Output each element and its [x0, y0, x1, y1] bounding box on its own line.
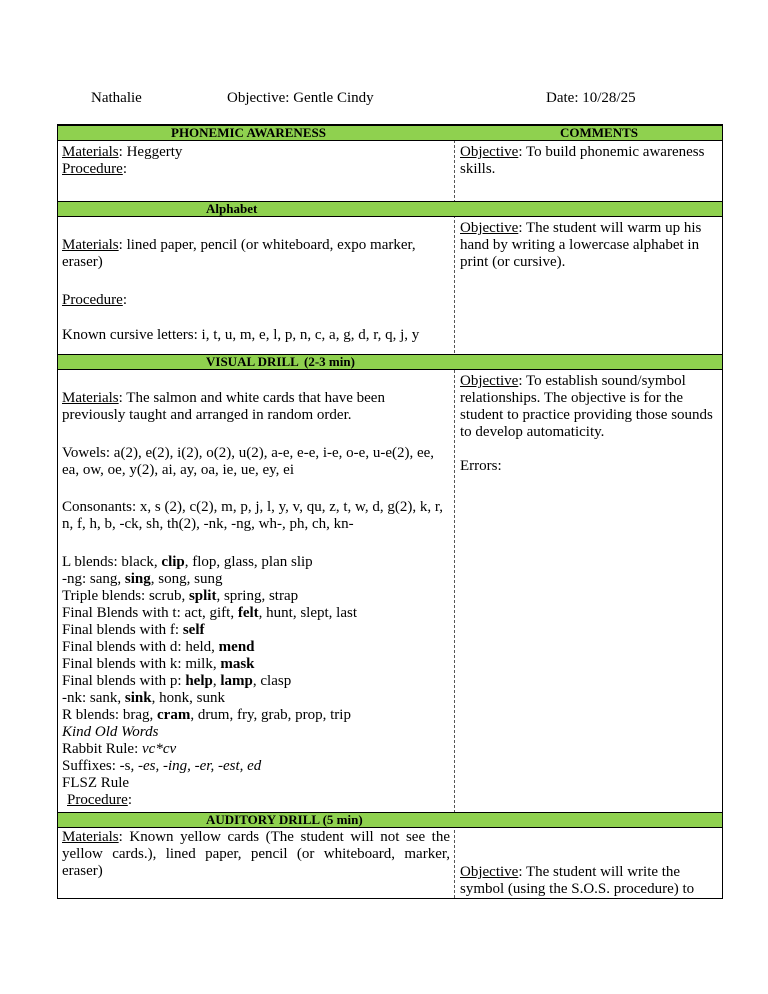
materials-label: Materials: [62, 237, 119, 253]
materials-label: Materials: [62, 829, 119, 845]
lesson-table: [57, 124, 723, 899]
objective-label: Objective: [460, 220, 519, 236]
visual-drill-title: VISUAL DRILL: [206, 354, 299, 369]
student-name: Nathalie: [91, 90, 142, 106]
phonemic-materials: : Heggerty: [118, 144, 183, 160]
blends-list: [62, 554, 450, 809]
alphabet-row: [58, 217, 722, 354]
ng-words: -ng: sang, sing, song, sung: [62, 571, 223, 587]
suffixes: Suffixes: -s, -es, -ing, -er, -est, ed: [62, 758, 262, 774]
consonants-list: Consonants: x, s (2), c(2), m, p, j, l, y, v, qu, z, t, w, d, g(2), k, r, n, f, h, b, -ck, sh, th(2), -nk, -ng, wh-, ph, ch, kn-: [62, 499, 444, 532]
materials-label: Materials: [62, 390, 119, 406]
phonemic-title: PHONEMIC AWARENESS: [171, 125, 326, 140]
visual-drill-header: [58, 354, 722, 370]
triple-blends: Triple blends: scrub, split, spring, strap: [62, 588, 299, 604]
procedure-colon: :: [122, 161, 127, 177]
phonemic-row: [58, 141, 722, 201]
errors-label: Errors:: [460, 458, 502, 474]
alphabet-objective: : The student will warm up his hand by writing a lowercase alphabet in print (or cursive).: [460, 220, 702, 270]
kind-old-words: Kind Old Words: [62, 724, 159, 740]
final-blends-k: Final blends with k: milk, mask: [62, 656, 255, 672]
auditory-drill-row: [58, 828, 722, 898]
visual-drill-time: (2-3 min): [304, 354, 355, 369]
nk-words: -nk: sank, sink, honk, sunk: [62, 690, 225, 706]
auditory-drill-title: AUDITORY DRILL (5 min): [206, 812, 363, 827]
lesson-date: Date: 10/28/25: [546, 90, 636, 106]
objective-label: Objective: [460, 373, 519, 389]
visual-materials: : The salmon and white cards that have been previously taught and arranged in random order.: [62, 390, 385, 423]
materials-label: Materials: [62, 144, 119, 160]
alphabet-materials: : lined paper, pencil (or whiteboard, expo marker, eraser): [62, 237, 416, 270]
objective-label: Objective: [460, 144, 519, 160]
visual-drill-row: [58, 370, 722, 812]
rabbit-rule: Rabbit Rule: vc*cv: [62, 741, 177, 757]
phonemic-header: [58, 125, 722, 141]
comments-title: COMMENTS: [560, 125, 638, 140]
final-blends-t: Final Blends with t: act, gift, felt, hunt, slept, last: [62, 605, 357, 621]
procedure-colon: :: [122, 292, 127, 308]
r-blends: R blends: brag, cram, drum, fry, grab, prop, trip: [62, 707, 351, 723]
l-blends: L blends: black, clip, flop, glass, plan slip: [62, 554, 313, 570]
known-cursive-letters: Known cursive letters: i, t, u, m, e, l, p, n, c, a, g, d, r, q, j, y: [62, 327, 420, 343]
alphabet-header: [58, 201, 722, 217]
visual-objective: : To establish sound/symbol relationships. The objective is for the student to practice providing those sounds to develop automaticity.: [460, 373, 713, 440]
phonemic-objective: : To build phonemic awareness skills.: [460, 144, 705, 177]
auditory-materials: : Known yellow cards (The student will not see the yellow cards.), lined paper, pencil (or whiteboard, marker, eraser): [62, 829, 450, 879]
final-blends-f: Final blends with f: self: [62, 622, 205, 638]
procedure-label: Procedure: [62, 292, 123, 308]
auditory-drill-header: [58, 812, 722, 828]
alphabet-title: Alphabet: [206, 201, 258, 216]
vowels-list: Vowels: a(2), e(2), i(2), o(2), u(2), a-e, e-e, i-e, o-e, u-e(2), ee, ea, ow, oe, y(2), ai, ay, oa, ie, ue, ey, ei: [62, 445, 435, 478]
flsz-rule: FLSZ Rule: [62, 775, 130, 791]
visual-procedure: Procedure:: [67, 792, 132, 808]
auditory-objective: : The student will write the symbol (using the S.O.S. procedure) to: [460, 864, 695, 897]
objective-label: Objective: [460, 864, 519, 880]
final-blends-d: Final blends with d: held, mend: [62, 639, 255, 655]
final-blends-p: Final blends with p: help, lamp, clasp: [62, 673, 292, 689]
lesson-objective: Objective: Gentle Cindy: [227, 90, 374, 106]
procedure-label: Procedure: [62, 161, 123, 177]
